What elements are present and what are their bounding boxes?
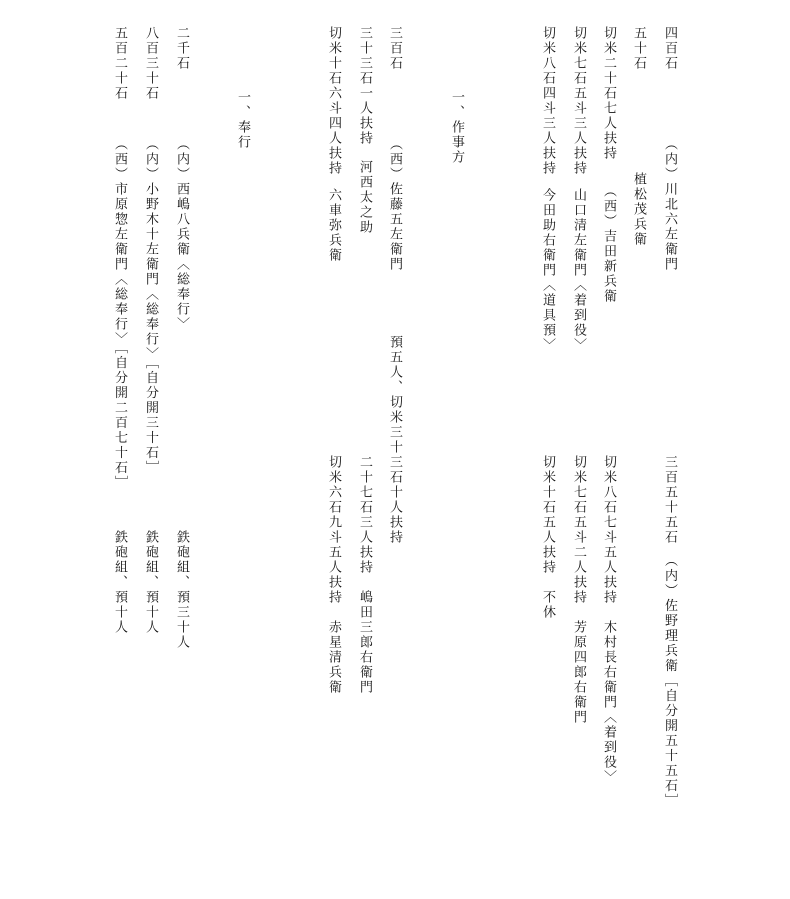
text-line-9b: 六車弥兵衛 — [326, 188, 341, 263]
text-line-1c: 三百五十五石 （内）佐野理兵衛［自分開五十五石］ — [662, 455, 677, 809]
text-line-3c: 切米八石七斗五人扶持 木村長右衛門〈着到役〉 — [601, 455, 616, 785]
text-line-11c: 鉄砲組、預三十人 — [174, 530, 189, 650]
text-line-2a: 五十石 — [631, 26, 646, 71]
text-line-1a: 四百石 — [662, 26, 677, 71]
text-line-1b: （内）川北六左衛門 — [662, 137, 677, 272]
text-line-9a: 切米十石六斗四人扶持 — [326, 26, 341, 176]
text-line-9c: 切米六石九斗五人扶持 赤星清兵衛 — [326, 455, 341, 695]
text-line-7c: 預五人、切米三十三石十人扶持 — [387, 335, 402, 545]
text-line-7a: 三百石 — [387, 26, 402, 71]
text-line-2b: 植松茂兵衛 — [631, 172, 646, 247]
text-line-11a: 二千石 — [174, 26, 189, 71]
section-heading-bugyo: 一、奉行 — [235, 90, 250, 150]
text-line-7b: （西）佐藤五左衛門 — [387, 137, 402, 272]
text-line-13c: 鉄砲組、預十人 — [112, 530, 127, 635]
text-line-8b: 河西太之助 — [357, 160, 372, 235]
text-line-5c: 切米十石五人扶持 不休 — [540, 455, 555, 620]
text-line-8c: 二十七石三人扶持 嶋田三郎右衛門 — [357, 455, 372, 695]
text-line-8a: 三十三石一人扶持 — [357, 26, 372, 146]
text-line-5b: 今田助右衛門〈道具預〉 — [540, 188, 555, 353]
text-line-4b: 山口清左衛門〈着到役〉 — [571, 188, 586, 353]
text-line-5a: 切米八石四斗三人扶持 — [540, 26, 555, 176]
text-line-4a: 切米七石五斗三人扶持 — [571, 26, 586, 176]
text-line-3a: 切米二十石七人扶持 — [601, 26, 616, 161]
text-line-11b: （内）西嶋八兵衛〈総奉行〉 — [174, 137, 189, 332]
text-line-3b: （西）吉田新兵衛 — [601, 184, 616, 304]
text-line-12b: （内）小野木十左衛門〈総奉行〉［自分開三十石］ — [143, 137, 158, 476]
text-line-13b: （西）市原惣左衛門〈総奉行〉［自分開二百七十石］ — [112, 137, 127, 491]
text-line-12a: 八百三十石 — [143, 26, 158, 101]
text-line-4c: 切米七石五斗二人扶持 芳原四郎右衛門 — [571, 455, 586, 725]
section-heading-sakujikata: 一、作事方 — [449, 90, 464, 165]
text-line-12c: 鉄砲組、預十人 — [143, 530, 158, 635]
text-line-13a: 五百二十石 — [112, 26, 127, 101]
